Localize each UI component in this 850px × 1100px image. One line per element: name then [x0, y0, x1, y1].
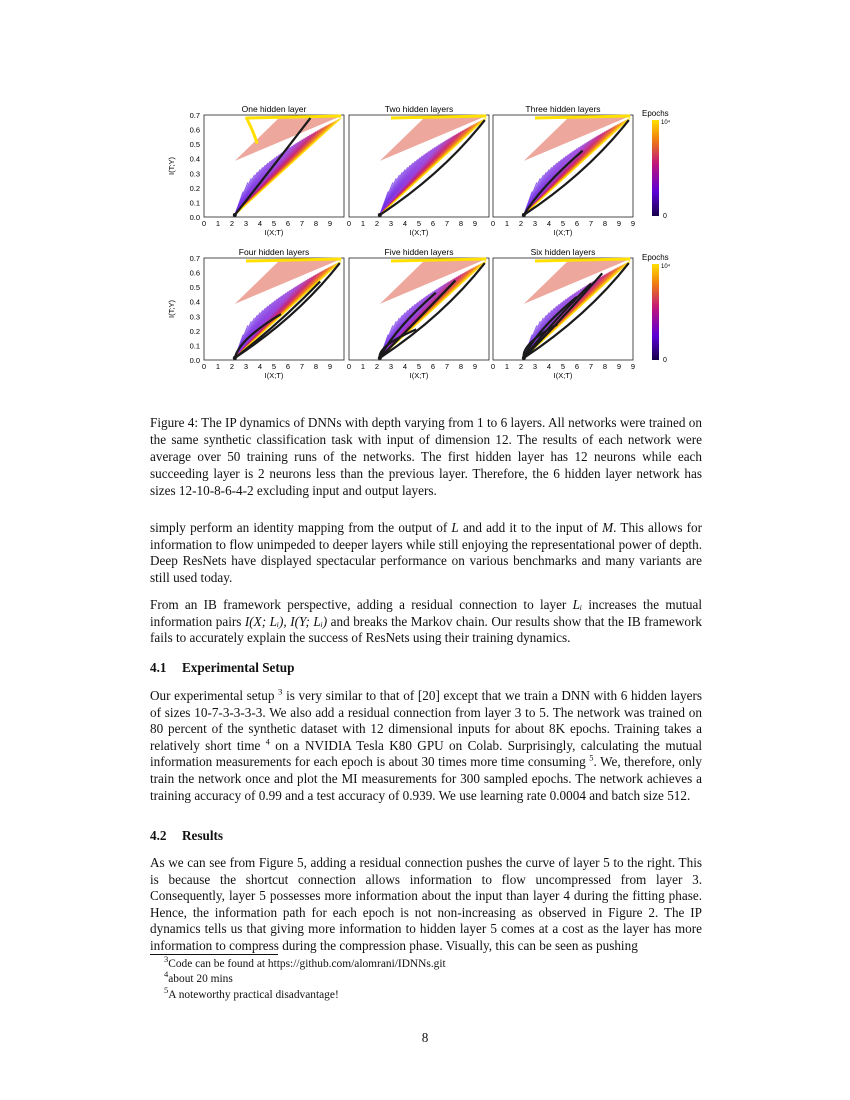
- y-tick-label: 0.2: [189, 183, 200, 193]
- x-tick-label: 2: [229, 219, 235, 228]
- y-tick-label: 0.6: [189, 268, 200, 278]
- paragraph-experimental-setup: Our experimental setup $^3$ is very similar to that of [20] except that we train a DNN with 6 hidden layers of sizes 10-7-3-3-3-3. We also add a residual connection from layer 3 to 5. The network was trained on 80 percent of the synthetic dataset with 12 dimensional inputs for about 8K epochs. Training takes a relatively short time $^4$ on a NVIDIA Tesla K80 GPU on Colab. Surprisingly, calculating the mutual information measurements for each epoch is about 30 times more time consuming $^5$. We, therefore, only train the network once and plot the MI measurements for 300 sampled epochs. The network achieves a training accuracy of 0.99 and a test accuracy of 0.939. We use learning rate 0.0004 and batch size 512.: [150, 686, 702, 803]
- paragraph-resnet-intro: simply perform an identity mapping from the output of L and add it to the input of M. This allows for information to flow unimpeded to deeper layers while still enjoying the representational power of depth. Deep ResNets have displayed spectacular performance on various benchmarks and many variants are still used today.: [150, 520, 703, 585]
- panel-title: Six hidden layers: [530, 247, 596, 257]
- paragraph-results: As we can see from Figure 5, adding a residual connection pushes the curve of layer 5 to the right. This is because the shortcut connection allows information to flow uncompressed from layer 3. Consequently, layer 5 possesses more information about the input than layer 4 during the fitting phase. Hence, the information path for each epoch is not non-increasing as observed in Figure 2. The IP dynamics tells us that giving more information to hidden layer 5 comes at a cost as the layer has more information to compress during the compression phase. Visually, this can be seen as pushing: [150, 855, 702, 953]
- x-tick-label: 1: [215, 362, 221, 371]
- section-heading-4-1: 4.1 Experimental Setup: [150, 660, 295, 675]
- x-tick-label: 8: [602, 219, 608, 228]
- x-tick-label: 4: [546, 362, 552, 371]
- x-tick-label: 8: [458, 219, 464, 228]
- x-tick-label: 0: [490, 362, 496, 371]
- colorbar-label: Epochs: [642, 253, 669, 262]
- colorbar-top: [642, 109, 671, 220]
- x-tick-label: 7: [588, 362, 594, 371]
- x-tick-label: 6: [430, 362, 436, 371]
- x-tick-label: 6: [285, 362, 291, 371]
- panel-title: Three hidden layers: [525, 104, 601, 114]
- footnote-rule: [150, 954, 278, 955]
- y-tick-label: 0.5: [189, 140, 200, 150]
- section-heading-4-2: 4.2 Results: [150, 828, 224, 843]
- y-tick-label: 0.5: [189, 283, 200, 293]
- panel-title: Four hidden layers: [238, 247, 310, 257]
- panel-6: [491, 247, 635, 380]
- x-axis-label: I(X;T): [409, 371, 429, 380]
- x-tick-label: 5: [560, 362, 566, 371]
- x-tick-label: 5: [416, 362, 422, 371]
- x-axis-label: I(X;T): [264, 228, 284, 237]
- x-tick-label: 6: [430, 219, 436, 228]
- x-tick-label: 7: [444, 362, 450, 371]
- x-tick-label: 9: [616, 362, 622, 371]
- x-tick-label: 0: [201, 362, 207, 371]
- y-tick-label: 0.0: [189, 213, 200, 222]
- footnotes: [164, 954, 446, 1003]
- x-tick-label: 7: [299, 362, 305, 371]
- y-tick-label: 0.0: [189, 356, 200, 365]
- colorbar-max: 10⁴: [661, 120, 671, 126]
- x-tick-label: 1: [360, 219, 366, 228]
- x-axis-label: I(X;T): [409, 228, 429, 237]
- panel-5: [347, 247, 489, 380]
- x-tick-label: 3: [532, 219, 538, 228]
- footnote-5: $^5$A noteworthy practical disadvantage!: [164, 985, 339, 1001]
- x-tick-label: 2: [374, 219, 380, 228]
- x-tick-label: 7: [588, 219, 594, 228]
- x-tick-label: 4: [257, 362, 263, 371]
- x-tick-label: 4: [546, 219, 552, 228]
- x-tick-label: 1: [504, 362, 510, 371]
- x-tick-label: 3: [243, 362, 249, 371]
- y-tick-label: 0.1: [189, 198, 200, 208]
- x-tick-label: 3: [532, 362, 538, 371]
- x-tick-label: 9: [616, 219, 622, 228]
- x-tick-label: 8: [458, 362, 464, 371]
- panel-2: [347, 104, 489, 237]
- y-tick-label: 0.6: [189, 125, 200, 135]
- x-tick-label: 1: [504, 219, 510, 228]
- x-tick-label: 8: [313, 219, 319, 228]
- x-tick-label: 3: [388, 219, 394, 228]
- x-tick-label: 6: [285, 219, 291, 228]
- figure-caption: Figure 4: The IP dynamics of DNNs with depth varying from 1 to 6 layers. All networks were trained on the same synthetic classification task with input of dimension 12. The results of each network were average over 50 training runs of the networks. The first hidden layer has 12 neurons while each succeeding layer is 2 neurons less than the previous layer. Therefore, the 6 hidden layer network has sizes 12-10-8-6-4-2 excluding input and output layers.: [150, 415, 702, 498]
- colorbar-min: 0: [663, 357, 667, 364]
- footnote-ref-5[interactable]: 5: [589, 752, 594, 763]
- y-tick-label: 0.2: [189, 326, 200, 336]
- x-axis-label: I(X;T): [264, 371, 284, 380]
- y-tick-label: 0.7: [189, 111, 200, 120]
- panel-3: [491, 104, 635, 237]
- y-axis-label: I(T;Y): [167, 300, 176, 318]
- colorbar-min: 0: [663, 213, 667, 220]
- colorbar-bottom: [642, 253, 671, 364]
- x-tick-label: 0: [346, 362, 352, 371]
- x-tick-label: 9: [630, 219, 636, 228]
- x-tick-label: 3: [243, 219, 249, 228]
- page-number: 8: [421, 1030, 429, 1045]
- footnote-ref-4[interactable]: 4: [265, 736, 270, 747]
- y-tick-label: 0.7: [189, 254, 200, 263]
- x-tick-label: 5: [416, 219, 422, 228]
- y-tick-label: 0.1: [189, 341, 200, 351]
- x-tick-label: 2: [518, 362, 524, 371]
- footnote-ref-3[interactable]: 3: [278, 686, 283, 697]
- x-tick-label: 9: [327, 362, 333, 371]
- x-tick-label: 6: [574, 362, 580, 371]
- x-tick-label: 0: [201, 219, 207, 228]
- x-tick-label: 7: [299, 219, 305, 228]
- x-tick-label: 4: [402, 219, 408, 228]
- x-tick-label: 4: [402, 362, 408, 371]
- x-tick-label: 5: [560, 219, 566, 228]
- ip-dynamics-figure: [160, 96, 690, 396]
- y-tick-label: 0.4: [189, 297, 200, 307]
- panel-title: Two hidden layers: [384, 104, 454, 114]
- x-tick-label: 4: [257, 219, 263, 228]
- x-tick-label: 2: [518, 219, 524, 228]
- x-tick-label: 3: [388, 362, 394, 371]
- x-tick-label: 5: [271, 362, 277, 371]
- y-tick-label: 0.4: [189, 154, 200, 164]
- panel-1: [167, 104, 344, 237]
- panel-4: [167, 247, 344, 380]
- x-tick-label: 2: [229, 362, 235, 371]
- x-tick-label: 6: [574, 219, 580, 228]
- y-tick-label: 0.3: [189, 312, 200, 322]
- y-axis-label: I(T;Y): [167, 157, 176, 175]
- x-tick-label: 0: [490, 219, 496, 228]
- x-tick-label: 1: [360, 362, 366, 371]
- colorbar-label: Epochs: [642, 109, 669, 118]
- footnote-3: $^3$Code can be found at https://github.com/alomrani/IDNNs.git: [164, 954, 446, 970]
- colorbar-max: 10⁴: [661, 264, 671, 270]
- panel-title: One hidden layer: [241, 104, 307, 114]
- x-tick-label: 2: [374, 362, 380, 371]
- x-tick-label: 9: [327, 219, 333, 228]
- footnote-4: $^4$about 20 mins: [164, 969, 233, 986]
- x-tick-label: 9: [630, 362, 636, 371]
- x-tick-label: 9: [472, 362, 478, 371]
- x-tick-label: 8: [313, 362, 319, 371]
- x-axis-label: I(X;T): [553, 371, 573, 380]
- x-tick-label: 1: [215, 219, 221, 228]
- x-tick-label: 0: [346, 219, 352, 228]
- y-tick-label: 0.3: [189, 169, 200, 179]
- figure-4: [160, 96, 690, 396]
- x-tick-label: 8: [602, 362, 608, 371]
- x-axis-label: I(X;T): [553, 228, 573, 237]
- x-tick-label: 5: [271, 219, 277, 228]
- x-tick-label: 9: [472, 219, 478, 228]
- paragraph-ib-perspective: From an IB framework perspective, adding a residual connection to layer Lᵢ increases the mutual information pairs I(X; Lᵢ), I(Y; Lᵢ) and breaks the Markov chain. Our results show that the IB framework fails to accurately explain the success of ResNets using their training dynamics.: [150, 597, 702, 646]
- x-tick-label: 7: [444, 219, 450, 228]
- panel-title: Five hidden layers: [384, 247, 454, 257]
